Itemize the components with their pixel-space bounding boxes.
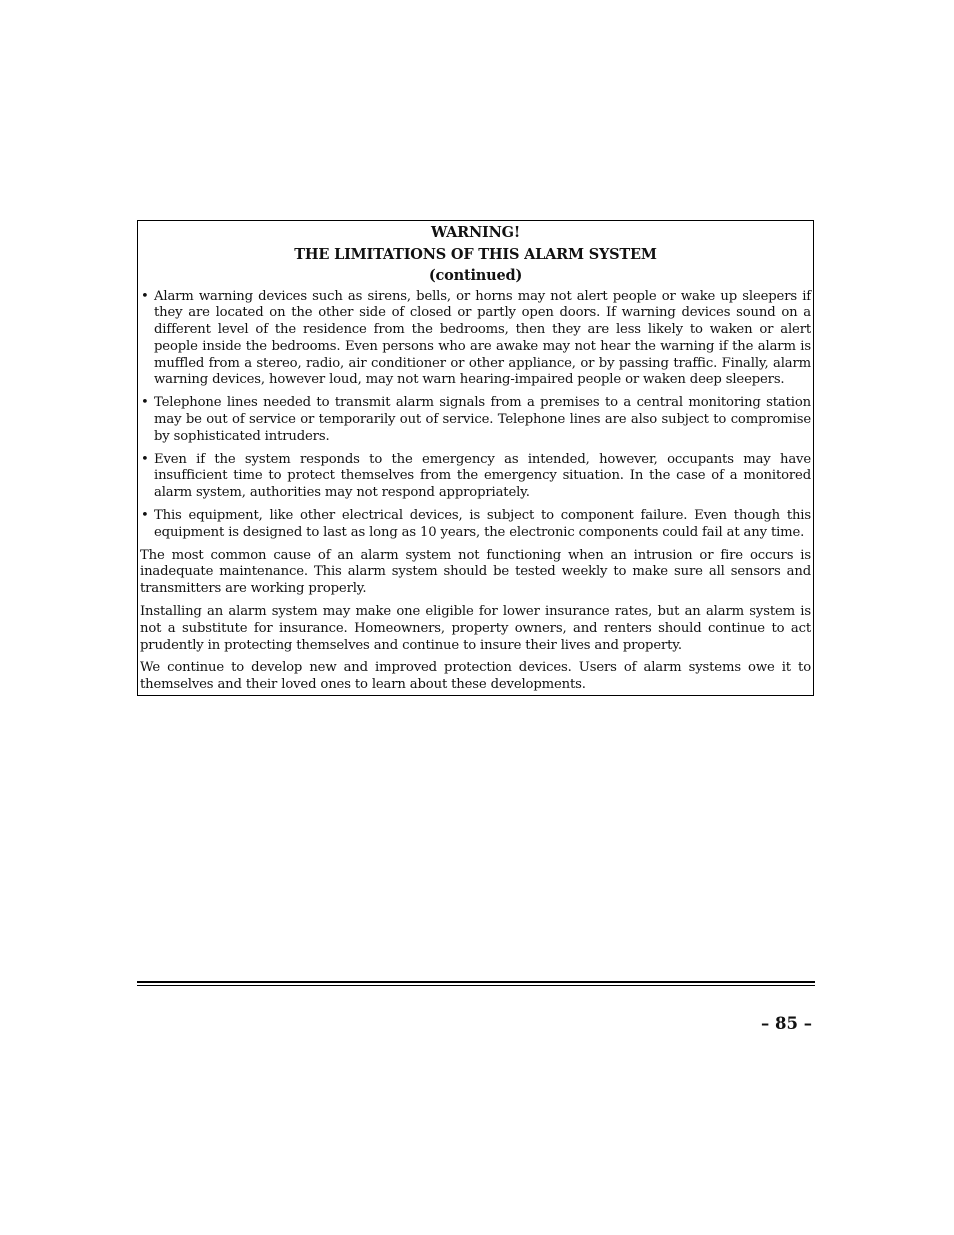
paragraph-insurance: Installing an alarm system may make one eligible for lower insurance rates, but an alarm system is not a substitute for insurance. Homeowners, property owners, and renters should continue to act prudently in protecting themselves and continue to insure their lives and property. (140, 604, 811, 653)
bullet-icon: • (141, 508, 149, 524)
paragraph-developments: We continue to develop new and improved protection devices. Users of alarm systems owe it to themselves and their loved ones to learn about these developments. (140, 660, 811, 693)
paragraph-maintenance: The most common cause of an alarm system not functioning when an intrusion or fire occurs is inadequate maintenance. This alarm system should be tested weekly to make sure all sensors and transmitters are working properly. (140, 547, 811, 597)
warning-title: WARNING! (430, 224, 521, 241)
bullet-text: This equipment, like other electrical devices, is subject to component failure. Even though this equipment is designed to last as long as 10 years, the electronic components could fail at any time. (154, 508, 811, 540)
bullet-text: Even if the system responds to the emergency as intended, however, occupants may have insufficient time to protect themselves from the emergency situation. In the case of a monitored alarm system, authorities may not respond appropriately. (154, 451, 811, 501)
bullet-icon: • (141, 451, 149, 467)
bullet-text: Telephone lines needed to transmit alarm signals from a premises to a central monitoring station may be out of service or temporarily out of service. Telephone lines are also subject to compromise by sophisticated intruders. (154, 395, 811, 444)
limitations-bullet-list (140, 289, 811, 542)
warning-subtitle: THE LIMITATIONS OF THIS ALARM SYSTEM (294, 245, 657, 263)
bullet-icon: • (141, 288, 149, 304)
bullet-icon: • (141, 395, 149, 411)
bullet-item-telephone-lines (140, 395, 811, 445)
page-number: – 85 – (761, 1014, 812, 1033)
warning-box (137, 220, 814, 696)
warning-continued-label: (continued) (428, 267, 523, 284)
bullet-item-insufficient-time (140, 452, 811, 502)
bullet-text: Alarm warning devices such as sirens, bells, or horns may not alert people or wake up sleepers if they are located on the other side of closed or partly open doors. If warning devices sound on a different level of the residence from the bedrooms, then they are less likely to waken or alert people inside the bedrooms. Even persons who are awake may not hear the warning if the alarm is muffled from a stereo, radio, air conditioner or other appliance, or by passing traffic. Finally, alarm warning devices, however loud, may not warn hearing-impaired people or waken deep sleepers. (154, 288, 811, 388)
footer-rule-thin (137, 985, 815, 986)
bullet-item-component-failure (140, 508, 811, 542)
bullet-item-warning-devices (140, 289, 811, 390)
footer-rule-thick (137, 981, 815, 983)
